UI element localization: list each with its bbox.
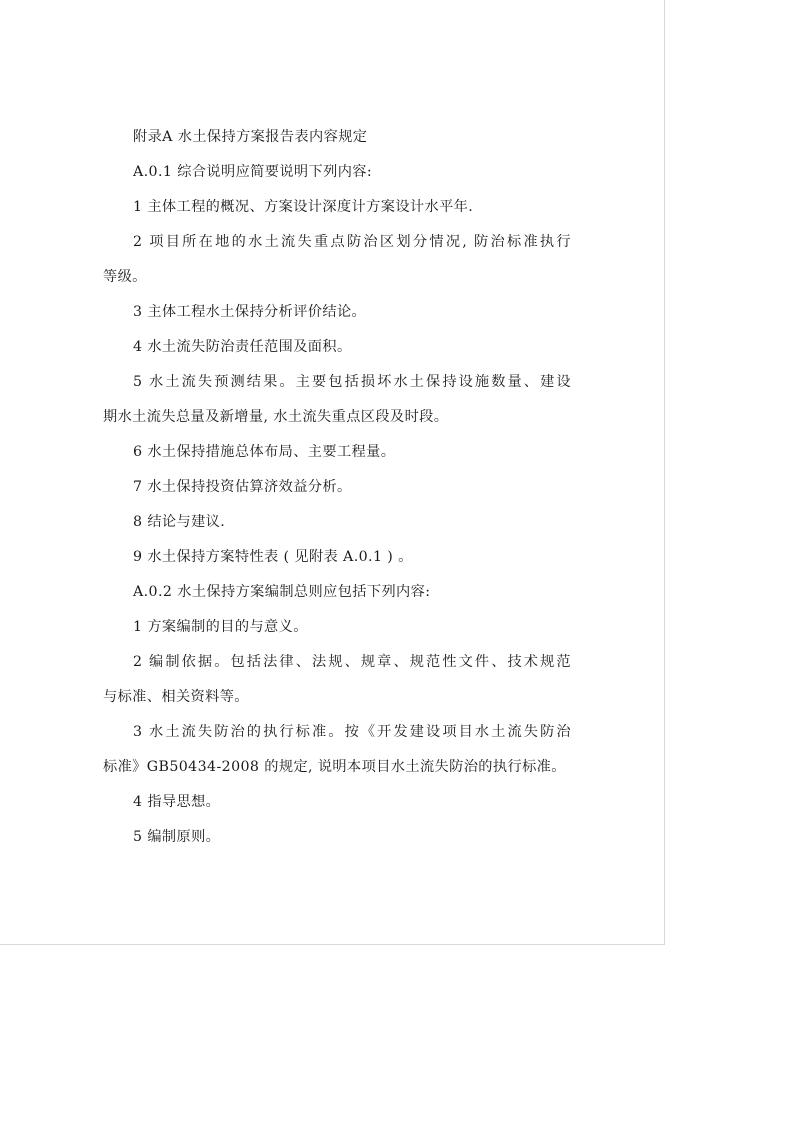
section-title-a01: A.0.1 综合说明应简要说明下列内容:	[133, 164, 373, 180]
list-item: 3 水土流失防治的执行标准。按《开发建设项目水土流失防治	[133, 724, 571, 740]
list-item: 9 水土保持方案特性表 ( 见附表 A.0.1 ) 。	[133, 549, 413, 565]
list-item: 2 项目所在地的水土流失重点防治区划分情况, 防治标准执行	[133, 234, 571, 250]
list-item: 5 编制原则。	[133, 829, 221, 845]
list-item: 5 水土流失预测结果。主要包括损坏水土保持设施数量、建设	[133, 374, 571, 390]
list-item-continuation: 等级。	[103, 269, 147, 285]
list-item: 4 指导思想。	[133, 794, 221, 810]
list-item: 3 主体工程水土保持分析评价结论。	[133, 304, 367, 320]
list-item-continuation: 与标准、相关资料等。	[103, 689, 249, 705]
section-title-a02: A.0.2 水土保持方案编制总则应包括下列内容:	[133, 584, 431, 600]
list-item: 8 结论与建议.	[133, 514, 226, 530]
list-item: 1 方案编制的目的与意义。	[133, 619, 308, 635]
list-item-continuation: 期水土流失总量及新增量, 水土流失重点区段及时段。	[103, 409, 449, 425]
appendix-heading: 附录A 水土保持方案报告表内容规定	[133, 129, 368, 145]
list-item: 1 主体工程的概况、方案设计深度计方案设计水平年.	[133, 199, 474, 215]
list-item-continuation: 标准》GB50434-2008 的规定, 说明本项目水土流失防治的执行标准。	[103, 759, 566, 775]
document-body	[103, 120, 571, 855]
list-item: 4 水土流失防治责任范围及面积。	[133, 339, 352, 355]
list-item: 6 水土保持措施总体布局、主要工程量。	[133, 444, 396, 460]
list-item: 2 编制依据。包括法律、法规、规章、规范性文件、技术规范	[133, 654, 571, 670]
list-item: 7 水土保持投资估算济效益分析。	[133, 479, 352, 495]
